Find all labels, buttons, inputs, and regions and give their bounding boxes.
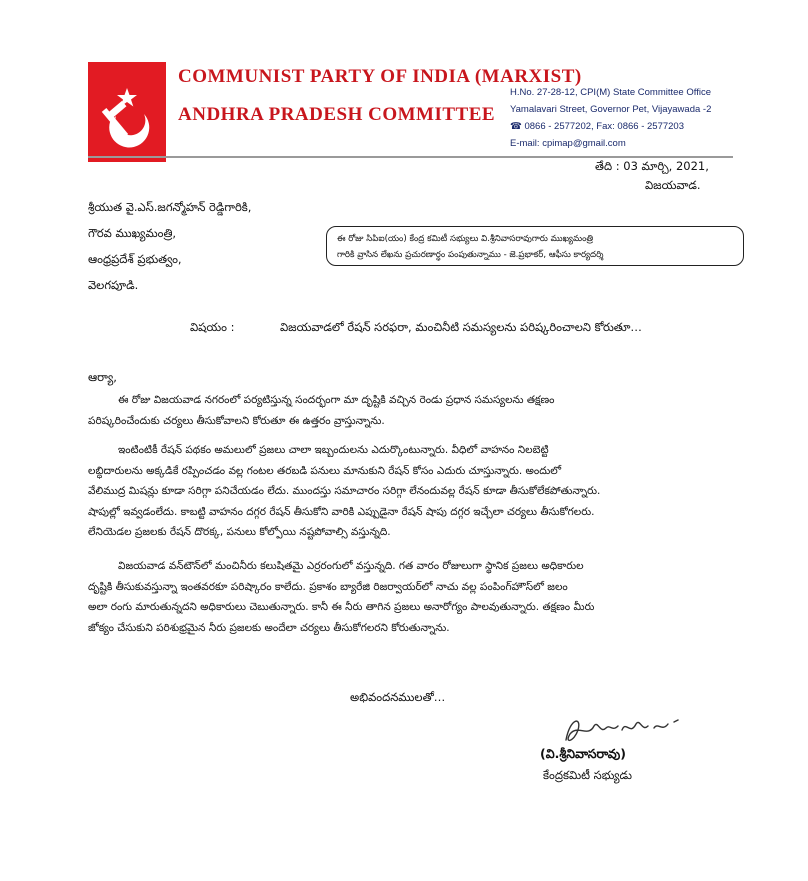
paragraph-line: దృష్టికి తీసుకువస్తున్నా ఇంతవరకూ పరిష్కారం కాలేదు. ప్రకాశం బ్యారేజి రిజర్వాయర్‌లో నాచు వల్ల పంపింగ్‌హౌస్‌లో జలం (88, 580, 568, 593)
committee-name: ANDHRA PRADESH COMMITTEE (178, 104, 496, 125)
paragraph-line: షాపుల్లో ఇవ్వడంలేదు. కాబట్టి వాహనం దగ్గర రేషన్ తీసుకోని వారికి ఎప్పుడైనా రేషన్ షాపు దగ్గర ఇచ్చేలా చర్యలు తీసుకోగలరు. (88, 505, 595, 518)
recipient-line-3: ఆంధ్రప్రదేశ్ ప్రభుత్వం, (88, 252, 182, 266)
closing: అభివందనములతో… (350, 690, 446, 704)
signer-name: (వి.శ్రీనివాసరావు) (540, 746, 626, 761)
paragraph-3 (88, 556, 594, 638)
paragraph-1 (88, 390, 555, 431)
address-line-2: Yamalavari Street, Governor Pet, Vijayawada -2 (510, 104, 712, 115)
press-note-line-2: గారికి వ్రాసిన లేఖను ప్రచురణార్ధం పంపుతున్నాము - జె.ప్రభాకర్, ఆఫీసు కార్యదర్శి (337, 250, 604, 260)
recipient-line-4: వెలగపూడి. (88, 278, 139, 292)
recipient-line-1: శ్రీయుత వై.ఎస్.జగన్మోహన్ రెడ్డిగారికి, (88, 200, 252, 214)
party-logo (88, 62, 166, 162)
paragraph-line: లేనియెడల ప్రజలకు రేషన్ దొరక్క, పనులు కోల్పోయి నష్టపోవాల్సి వస్తున్నది. (88, 526, 391, 538)
paragraph-line: ఇంటింటికీ రేషన్ పథకం అమలులో ప్రజలు చాలా ఇబ్బందులను ఎదుర్కొంటున్నారు. వీధిలో వాహనం నిలబెట్టి (118, 444, 549, 456)
paragraph-line: పరిష్కరించేందుకు చర్యలు తీసుకోవాలని కోరుతూ ఈ ఉత్తరం వ్రాస్తున్నాను. (88, 414, 385, 427)
email-address: E-mail: cpimap@gmail.com (510, 138, 626, 149)
hammer-sickle-star-icon (88, 62, 166, 162)
address-line-1: H.No. 27-28-12, CPI(M) State Committee Office (510, 87, 711, 98)
press-note-line-1: ఈ రోజు సిపిఐ(యం) కేంద్ర కమిటీ సభ్యులు వి.శ్రీనివాసరావుగారు ముఖ్యమంత్రి (337, 234, 594, 244)
letter-place: విజయవాడ. (645, 178, 701, 192)
handwritten-signature (560, 712, 692, 748)
phone-fax: ☎ 0866 - 2577202, Fax: 0866 - 2577203 (510, 121, 684, 132)
subject-text: విజయవాడలో రేషన్ సరఫరా, మంచినీటి సమస్యలను పరిష్కరించాలని కోరుతూ… (280, 320, 642, 334)
salutation: ఆర్యా, (88, 370, 117, 384)
paragraph-line: ఈ రోజు విజయవాడ నగరంలో పర్యటిస్తున్న సందర్భంగా మా దృష్టికి వచ్చిన రెండు ప్రధాన సమస్యలను తక్షణం (118, 394, 555, 406)
paragraph-line: లబ్ధిదారులను అక్కడికే రప్పించడం వల్ల గంటల తరబడి పనులు మానుకుని రేషన్ కోసం ఎదురు చూస్తున్నారు. అందులో (88, 464, 562, 477)
paragraph-line: వేలిముద్ర మిషన్లు కూడా సరిగ్గా పనిచేయడం లేదు. ముందస్తు సమాచారం సరిగ్గా లేనందువల్ల రేషన్ కూడా తీసుకోలేకపోతున్నారు. (88, 485, 601, 497)
signer-title: కేంద్రకమిటీ సభ్యుడు (543, 768, 632, 782)
recipient-line-2: గౌరవ ముఖ్యమంత్రి, (88, 226, 177, 240)
header-divider (88, 156, 733, 158)
subject-label: విషయం : (190, 320, 235, 334)
paragraph-line: జోక్యం చేసుకుని పరిశుభ్రమైన నీరు ప్రజలకు అందేలా చర్యలు తీసుకోగలరని కోరుతున్నాను. (88, 621, 450, 634)
press-note-box (326, 226, 744, 266)
paragraph-line: అలా రంగు మారుతున్నదని అధికారులు చెబుతున్నారు. కానీ ఈ నీరు తాగిన ప్రజలు అనారోగ్యం పాలవుతున్నారు. తక్షణం మీరు (88, 601, 595, 613)
letter-date: తేది : 03 మార్చి, 2021, (595, 159, 709, 173)
paragraph-2 (88, 440, 600, 543)
paragraph-line: విజయవాడ వన్‌టౌన్‌లో మంచినీరు కలుషితమై ఎర్రరంగులో వస్తున్నది. గత వారం రోజులుగా స్థానిక ప్రజలు అధికారుల (118, 560, 584, 572)
org-name: COMMUNIST PARTY OF INDIA (MARXIST) (178, 66, 582, 87)
